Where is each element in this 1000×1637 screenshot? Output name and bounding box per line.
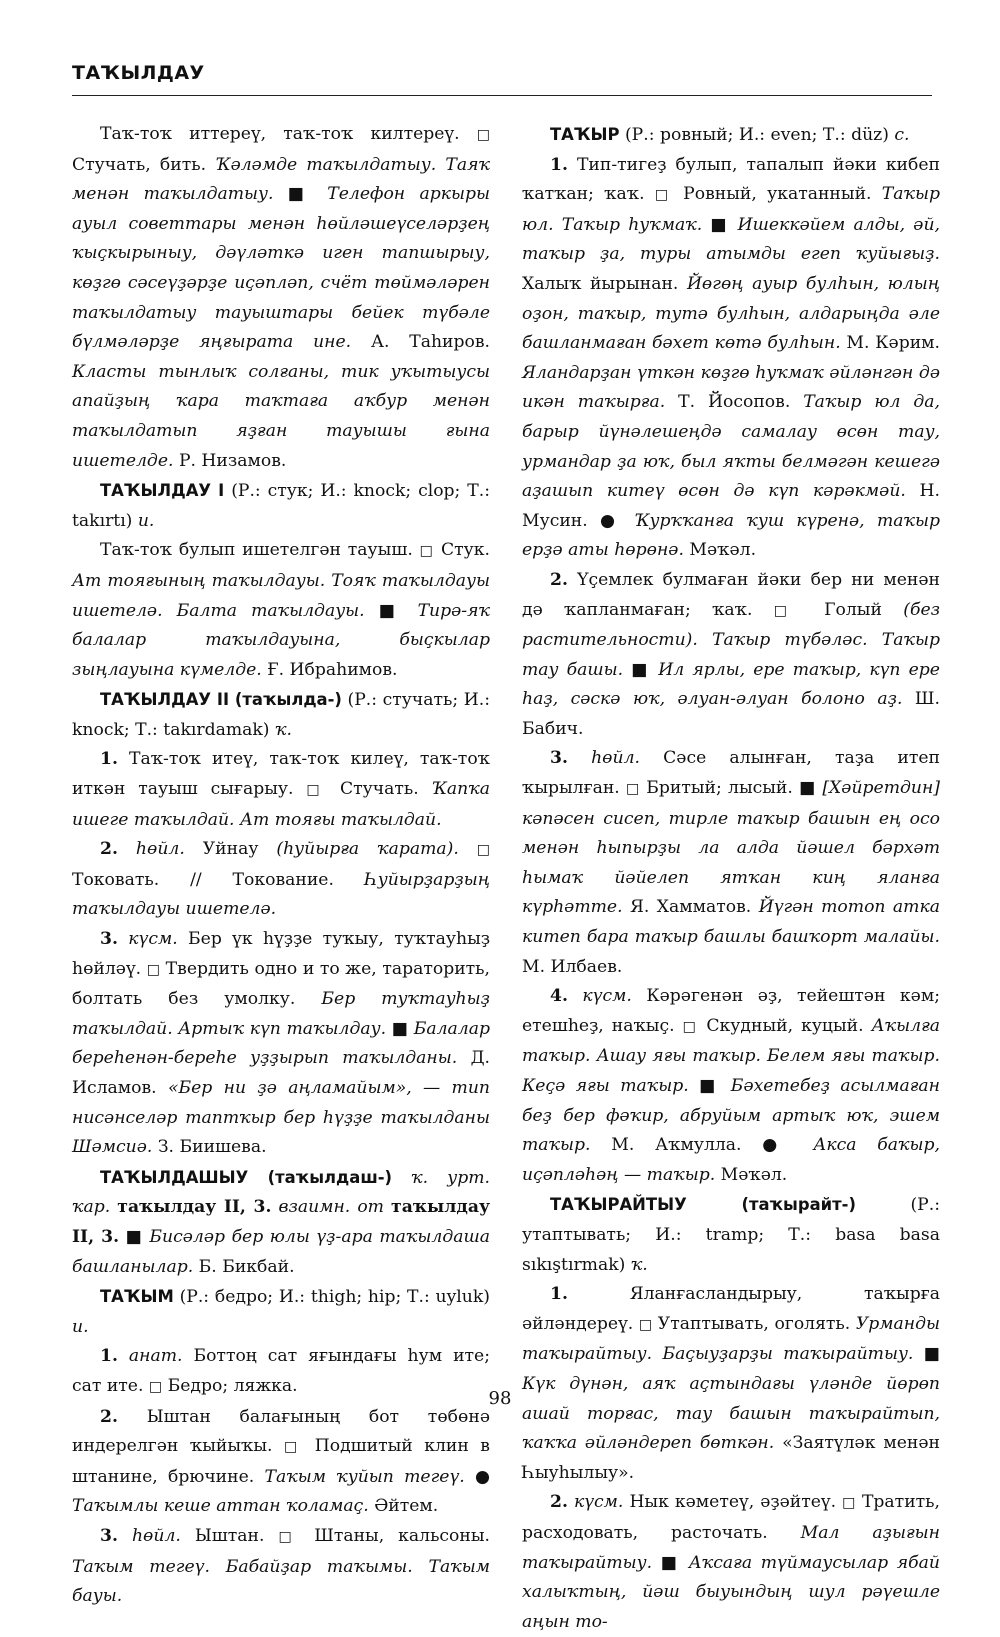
dictionary-paragraph [522, 120, 940, 151]
translation-marker: □ [626, 781, 641, 798]
text-run: Токовать. // Токование. [72, 869, 365, 890]
text-run: Ҡурҡҡанға ҡуш күренә, таҡыр ерҙә аты һөрөнә. [522, 510, 940, 561]
text-run: Аҡсаға түймаусылар ябай халыҡтың, йәш быуындың шул рәүешле аңын то- [522, 1552, 940, 1632]
text-run: Ровный, укатанный. [672, 184, 882, 205]
text-run: Боттоң сат яғындағы һум ите; сат ите. [72, 1346, 490, 1396]
text-run: һөйл. [117, 839, 185, 860]
text-run: Балалар береһенән-береһе уҙҙырып таҡылданы. [72, 1018, 490, 1069]
text-run: Тратить, расходовать, расточать. [522, 1492, 940, 1543]
text-run: Телефон аркыры ауыл советтары менән һөйләшеүселәрҙең ҡыҫкырыныу, дәүләткә иген тапшырыу, көҙгө сәсеүҙәрҙе иҫәпләп, счёт төймәләрен таҡылдатыу тауыштары бейек түбәле бүлмәләрҙе яңғырата ине. [72, 184, 490, 353]
text-run: А. Таһиров. [370, 332, 490, 353]
text-run: Класты тынлыҡ солғаны, тик уҡытыусы апайҙың ҡара таҡтаға аҡбур менән таҡылдатып яҙған тауышы ғына ишетелде. [72, 361, 490, 471]
headword: ТАҠЫР [550, 125, 620, 144]
dictionary-paragraph [72, 1522, 490, 1612]
text-run: М. Аҡмулла. [611, 1135, 763, 1156]
text-run: (Р.: стучать; И.: knock; Т.: takırdamak) [72, 690, 490, 740]
dictionary-paragraph [522, 151, 940, 566]
text-run [459, 839, 477, 859]
text-run: ■ [631, 659, 651, 680]
dictionary-paragraph [72, 476, 490, 536]
running-header: ТАҠЫЛДАУ [72, 62, 205, 84]
text-run: күсм. [567, 986, 632, 1007]
text-run: ■ [923, 1344, 940, 1365]
text-run: Ат тояғының таҡылдауы. Тояҡ таҡылдауы ишетелә. Балта таҡылдауы. [72, 570, 490, 621]
translation-marker: □ [419, 543, 435, 560]
text-run: ■ [660, 1552, 681, 1573]
text-run: Мәҡәл. [720, 1164, 788, 1185]
text-run: Сәсе алынған, таҙа итеп ҡырылған. [522, 748, 940, 799]
text-run: ● [475, 1466, 490, 1487]
text-run: Стук. [434, 540, 490, 561]
dictionary-paragraph [72, 925, 490, 1163]
text-run: Мәҡәл. [689, 540, 757, 561]
headword: ТАҠЫЛДАУ I [100, 481, 225, 501]
dictionary-paragraph [522, 744, 940, 982]
text-run: Таҡ-тоҡ иттереү, таҡ-тоҡ килтереү. [100, 124, 477, 144]
text-run: ҡ. [630, 1254, 648, 1275]
dictionary-paragraph [72, 1282, 490, 1342]
text-run: взаимн. от [278, 1197, 384, 1218]
header-rule [72, 95, 932, 96]
text-run: «Бер ни ҙә аңламайым», — тип нисәнселәр таптҡыр бер һүҙҙе таҡылданы Шәмсиә. [72, 1078, 490, 1158]
text-run: 1. [100, 1346, 118, 1367]
text-run: 3. [100, 1525, 118, 1546]
text-run: Бритый; лысый. [640, 778, 800, 799]
text-run [392, 1168, 411, 1188]
text-run: Таҡыр юл да, барыр йүнәлешеңдә самалау өсөн тау, урмандар ҙа юҡ, был яҡты белмәгән кешегә аҙашып китеү өсөн дә күп кәрәкмәй. [522, 392, 940, 502]
text-run: 2. [100, 839, 118, 860]
translation-marker: □ [306, 782, 328, 799]
text-run: таҡылдау II, 3. [72, 1197, 490, 1247]
text-run: Мал аҙығын таҡырайтыу. [522, 1522, 940, 1573]
text-run: Таҡыр юл. Таҡыр һуҡмаҡ. [522, 184, 940, 235]
dictionary-paragraph [522, 982, 940, 1190]
text-run: Ҡапҡа ишеге таҡылдай. Ат тояғы таҡылдай. [72, 779, 490, 830]
translation-marker: □ [654, 187, 673, 204]
text-run: Р. Низамов. [178, 450, 287, 471]
text-run: Ишеккәйем алды, әй, таҡыр ҙа, туры атымды егеп ҡуйығыҙ. [522, 214, 940, 265]
text-run: Б. Бикбай. [198, 1256, 295, 1277]
dictionary-paragraph [522, 1488, 940, 1637]
text-run: 2. [550, 1492, 568, 1513]
text-run: ҡ. урт. ҡар. [72, 1167, 490, 1218]
text-run: Акса баҡыр, иҫәпләһәң — таҡыр. [522, 1135, 940, 1185]
text-run: (һуйырға ҡарата). [276, 839, 459, 860]
text-run: и. [72, 1316, 89, 1337]
text-run: һөйл. [567, 748, 640, 769]
text-run: Подшитый клин в штанине, брючине. [72, 1436, 490, 1487]
text-run: Таҡым тегеү. Бабайҙар таҡымы. Таҡым бауы. [72, 1556, 490, 1607]
translation-marker: □ [146, 961, 161, 978]
text-run: Халыҡ йырынан. [522, 273, 687, 294]
text-run: Утаптывать, оголять. [652, 1313, 856, 1334]
text-run: с. [894, 125, 910, 145]
text-run: Йөгөң ауыр булһын, юлың оҙон, таҡыр, тутә булһын, алдарыңда әле башланмаған бәхет көтә булһын. [522, 273, 940, 354]
text-run: «Заятүләк менән Һыуһылыу». [522, 1433, 941, 1483]
text-run: Бәхетебеҙ асылмаған беҙ бер фәҡир, абруйым артыҡ юҡ, эшем таҡыр. [522, 1076, 940, 1156]
text-run: Стучать, бить. [72, 154, 216, 175]
text-run: М. Илбаев. [522, 956, 623, 977]
text-run: Йүгән тотоп атка китеп бара таҡыр башлы башҡорт малайы. [522, 897, 940, 948]
text-run: Я. Хамматов. [630, 897, 759, 918]
translation-marker: □ [842, 1495, 856, 1512]
text-run: Стучать. [327, 779, 432, 800]
text-run: (Р.: стук; И.: knock; clop; Т.: takırtı) [72, 481, 490, 531]
text-run: таҡылдау II, 3. [117, 1197, 272, 1218]
text-run: анат. [117, 1346, 183, 1367]
text-run: ● [762, 1135, 793, 1156]
text-run: ■ [287, 184, 313, 205]
text-run: Ш. Бабич. [522, 689, 940, 739]
text-run: ■ [699, 1076, 721, 1096]
text-run: ■ [125, 1226, 143, 1247]
dictionary-paragraph [72, 835, 490, 925]
text-run: (без растительности). Таҡыр түбәләс. Таҡыр тау башы. [522, 599, 940, 680]
text-run: Д. Исламов. [72, 1048, 490, 1098]
text-run [384, 1197, 391, 1217]
dictionary-paragraph [522, 1190, 940, 1280]
dictionary-paragraph [522, 566, 940, 745]
text-run: Бедро; ляжка. [162, 1375, 298, 1396]
translation-marker: □ [148, 1378, 163, 1395]
text-run: 2. [550, 569, 568, 590]
text-run: [Хәйретдин] кәпәсен сисеп, тирле таҡыр башын ең осо менән һыпырҙы ла алда йәшел бәрхәт һымаҡ йәйелеп ятҡан киң яланға күрһәтте. [522, 778, 940, 918]
text-run: Н. Мусин. [522, 481, 940, 531]
text-run: Аҡылға таҡыр. Ашау яғы таҡыр. Белем яғы таҡыр. Кеҫә яғы таҡыр. [522, 1015, 940, 1096]
text-run: 1. [100, 749, 118, 770]
text-run: Кәрәгенән әҙ, тейештән кәм; етешһеҙ, наҡыҫ. [522, 986, 940, 1036]
text-run: Урманды таҡырайтыу. Баҫыуҙарҙы таҡырайтыу. [522, 1313, 940, 1365]
text-run: Голый [802, 599, 904, 620]
translation-marker: □ [278, 1528, 301, 1545]
text-run: и. [137, 510, 155, 531]
text-run: М. Кәрим. [846, 333, 940, 354]
right-column [522, 120, 940, 1637]
text-run: Ҡәләмде таҡылдатыу. Таяҡ менән таҡылдатыу. [72, 154, 490, 205]
text-run: Күк дүнән, аяҡ аҫтындағы үләнде йөрөп ашай торғас, тау башын таҡырайтып, ҡаҡҡа әйләндереп бөткән. [522, 1373, 940, 1454]
text-run: ● [600, 510, 622, 531]
text-run: 4. [550, 986, 568, 1007]
text-run: Ил ярлы, ере таҡыр, күп ере һаҙ, сәскә юҡ, әлуан-әлуан болоно аҙ. [522, 659, 940, 710]
text-run: Яландарҙан үткән көҙгө һуҡмаҡ әйләнгән дә икән таҡырға. [522, 362, 940, 413]
text-run: Һуйырҙарҙың таҡылдауы ишетелә. [72, 869, 490, 920]
text-run: Скудный, куцый. [698, 1015, 872, 1036]
text-run: күсм. [567, 1492, 624, 1513]
text-run: Таҡ-тоҡ итеү, таҡ-тоҡ килеү, таҡ-тоҡ иткән тауыш сығарыу. [72, 749, 490, 800]
text-run: 1. [550, 1284, 568, 1305]
text-run: Ғ. Ибраһимов. [267, 659, 398, 680]
headword: ТАҠЫРАЙТЫУ (таҡырайт-) [550, 1195, 856, 1215]
text-run: 2. [100, 1406, 118, 1427]
dictionary-paragraph [522, 1280, 940, 1488]
dictionary-paragraph [72, 685, 490, 745]
text-run: (Р.: утаптывать; И.: tramp; Т.: basa basa sıkıştırmak) [522, 1195, 940, 1275]
text-run: Штаны, кальсоны. [300, 1525, 491, 1546]
translation-marker: □ [476, 127, 490, 143]
text-run: һөйл. [117, 1525, 181, 1546]
text-run: 3. [550, 748, 568, 769]
translation-marker: □ [773, 602, 803, 619]
text-run: З. Биишева. [157, 1137, 267, 1158]
text-run: Таҡымлы кеше аттан ҡоламаҫ. [72, 1496, 375, 1517]
dictionary-paragraph [72, 536, 490, 685]
text-run: Ыштан. [180, 1525, 279, 1546]
text-run: Т. Йосопов. [678, 392, 804, 413]
text-run: Таҡ-тоҡ булып ишетелгән тауыш. [100, 540, 420, 561]
text-run: ҡ. [274, 719, 292, 740]
text-run: Бер туҡтауһыҙ таҡылдай. Артыҡ күп таҡылдау. [72, 989, 490, 1039]
text-run: Уйнау [184, 839, 277, 860]
translation-marker: □ [682, 1018, 699, 1035]
page-number: 98 [488, 1388, 512, 1409]
text-run: Таҡым ҡуйып тегеү. [264, 1466, 475, 1487]
translation-marker: □ [476, 842, 491, 859]
text-run: Яланғасландырыу, таҡырға әйләндереү. [522, 1284, 940, 1334]
text-run: Нык кәметеү, әҙәйтеү. [623, 1492, 843, 1513]
text-run: Әйтем. [374, 1496, 439, 1517]
text-run: 3. [100, 929, 118, 950]
headword: ТАҠЫМ [100, 1287, 174, 1307]
headword: ТАҠЫЛДАУ II (таҡылда-) [100, 690, 342, 710]
text-run: Твердить одно и то же, тараторить, болтать без умолку. [72, 958, 490, 1010]
text-run: Тирә-яҡ балалар таҡылдауына, быҫкылар зыңлауына күмелде. [72, 600, 490, 680]
text-run: Ыштан балағының бот төбөнә индерелгән ҡыйыҡы. [72, 1406, 490, 1457]
text-run: ■ [799, 778, 817, 799]
translation-marker: □ [283, 1439, 304, 1456]
dictionary-paragraph [72, 1163, 490, 1282]
text-run: Үҫемлек булмаған йәки бер ни менән дә ҡапланмаған; ҡаҡ. [522, 569, 940, 620]
dictionary-paragraph [72, 120, 490, 476]
text-run: ■ [378, 600, 404, 621]
text-run: (Р.: бедро; И.: thigh; hip; Т.: uyluk) [173, 1287, 490, 1308]
text-run: күсм. [117, 929, 178, 950]
headword: ТАҠЫЛДАШЫУ (таҡылдаш-) [100, 1167, 393, 1187]
text-run: (Р.: ровный; И.: even; Т.: düz) [619, 125, 895, 145]
dictionary-paragraph [72, 1403, 490, 1522]
text-run: ■ [710, 214, 730, 235]
dictionary-paragraph [72, 745, 490, 835]
text-run: ■ [391, 1018, 409, 1039]
text-run: 1. [550, 154, 568, 175]
text-run [271, 1197, 278, 1217]
text-run: Тип-тигеҙ булып, тапалып йәки кибеп ҡатҡан; ҡаҡ. [522, 154, 940, 205]
text-run: Бер үк һүҙҙе туҡыу, туҡтауһыҙ һөйләү. [72, 929, 490, 979]
translation-marker: □ [638, 1316, 653, 1333]
text-run: Бисәләр бер юлы үҙ-ара таҡылдаша башланылар. [72, 1226, 491, 1277]
